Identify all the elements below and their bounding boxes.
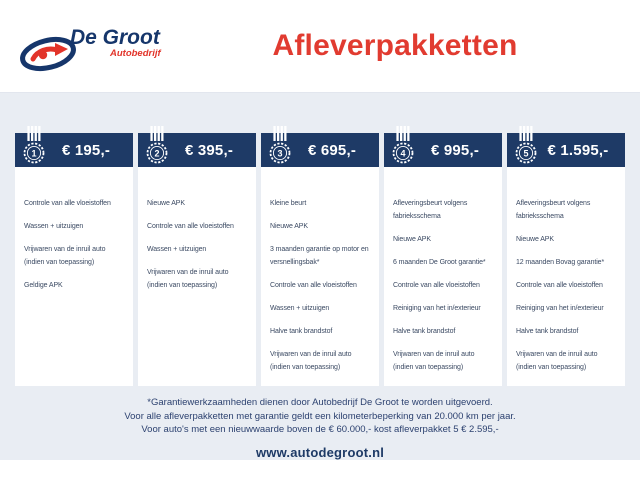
package-item: 6 maanden De Groot garantie* (393, 259, 486, 266)
footnote-line: Voor alle afleverpakketten met garantie geldt een kilometerbeperking van 20.000 km per jaar. (124, 410, 516, 422)
package-item: Wassen + uitzuigen (270, 305, 330, 312)
package-card (384, 133, 502, 386)
package-item: Halve tank brandstof (393, 328, 456, 335)
package-header (507, 133, 625, 167)
package-header (384, 133, 502, 167)
package-items (261, 167, 379, 384)
package-price: € 695,- (307, 141, 357, 159)
package-item: Vrijwaren van de inruil auto (indien van toepassing) (516, 351, 598, 371)
package-item: Nieuwe APK (393, 236, 431, 243)
package-header (15, 133, 133, 167)
package-header (261, 133, 379, 167)
package-item: Controle van alle vloeistoffen (147, 223, 234, 230)
package-card (261, 133, 379, 386)
package-price: € 195,- (61, 141, 111, 159)
logo-text: De Groot (70, 26, 160, 49)
footnotes (0, 396, 640, 437)
package-item: 12 maanden Bovag garantie* (516, 259, 605, 266)
package-item: Reiniging van het in/exterieur (393, 305, 481, 312)
package-items (15, 167, 133, 302)
package-item: Controle van alle vloeistoffen (516, 282, 603, 289)
medal-icon (144, 126, 170, 170)
medal-number: 1 (31, 148, 37, 159)
package-price: € 395,- (184, 141, 234, 159)
medal-icon (513, 126, 539, 170)
medal-number: 5 (523, 148, 529, 159)
de-groot-logo (18, 18, 168, 74)
package-item: Vrijwaren van de inruil auto (indien van toepassing) (270, 351, 352, 371)
package-card (15, 133, 133, 386)
package-header (138, 133, 256, 167)
medal-number: 2 (154, 148, 160, 159)
medal-icon (390, 126, 416, 170)
package-item: Controle van alle vloeistoffen (270, 282, 357, 289)
footnote-line: *Garantiewerkzaamheden dienen door Autobedrijf De Groot te worden uitgevoerd. (147, 397, 493, 408)
package-item: Vrijwaren van de inruil auto (indien van toepassing) (24, 246, 106, 266)
packages-row (15, 93, 625, 386)
package-item: Afleveringsbeurt volgens fabrieksschema (393, 200, 468, 220)
package-item: Kleine beurt (270, 200, 307, 207)
header-bar (0, 0, 640, 92)
package-item: 3 maanden garantie op motor en versnellingsbak* (270, 246, 369, 266)
package-item: Geldige APK (24, 282, 63, 289)
package-item: Reiniging van het in/exterieur (516, 305, 604, 312)
package-items (507, 167, 625, 384)
package-item: Controle van alle vloeistoffen (24, 200, 111, 207)
package-item: Halve tank brandstof (516, 328, 579, 335)
package-item: Vrijwaren van de inruil auto (indien van toepassing) (393, 351, 475, 371)
package-item: Controle van alle vloeistoffen (393, 282, 480, 289)
footnote-line: Voor auto's met een nieuwwaarde boven de € 60.000,- kost afleverpakket 5 € 2.595,- (141, 424, 499, 435)
page-title: Afleverpakketten (272, 29, 518, 62)
medal-icon (21, 126, 47, 170)
content-area (0, 92, 640, 460)
package-item: Vrijwaren van de inruil auto (indien van toepassing) (147, 269, 229, 289)
package-items (138, 167, 256, 302)
medal-icon (267, 126, 293, 170)
package-item: Halve tank brandstof (270, 328, 333, 335)
logo-subtext: Autobedrijf (110, 48, 161, 59)
website-url: www.autodegroot.nl (255, 444, 385, 460)
medal-number: 3 (277, 148, 283, 159)
package-card (138, 133, 256, 386)
package-item: Wassen + uitzuigen (147, 246, 207, 253)
package-item: Nieuwe APK (270, 223, 308, 230)
package-item: Wassen + uitzuigen (24, 223, 84, 230)
package-items (384, 167, 502, 384)
logo-ellipse-icon (20, 35, 77, 74)
medal-number: 4 (400, 148, 406, 159)
package-price: € 995,- (430, 141, 480, 159)
package-item: Nieuwe APK (516, 236, 554, 243)
package-item: Afleveringsbeurt volgens fabrieksschema (516, 200, 591, 220)
package-price: € 1.595,- (547, 141, 609, 159)
package-item: Nieuwe APK (147, 200, 185, 207)
package-card (507, 133, 625, 386)
